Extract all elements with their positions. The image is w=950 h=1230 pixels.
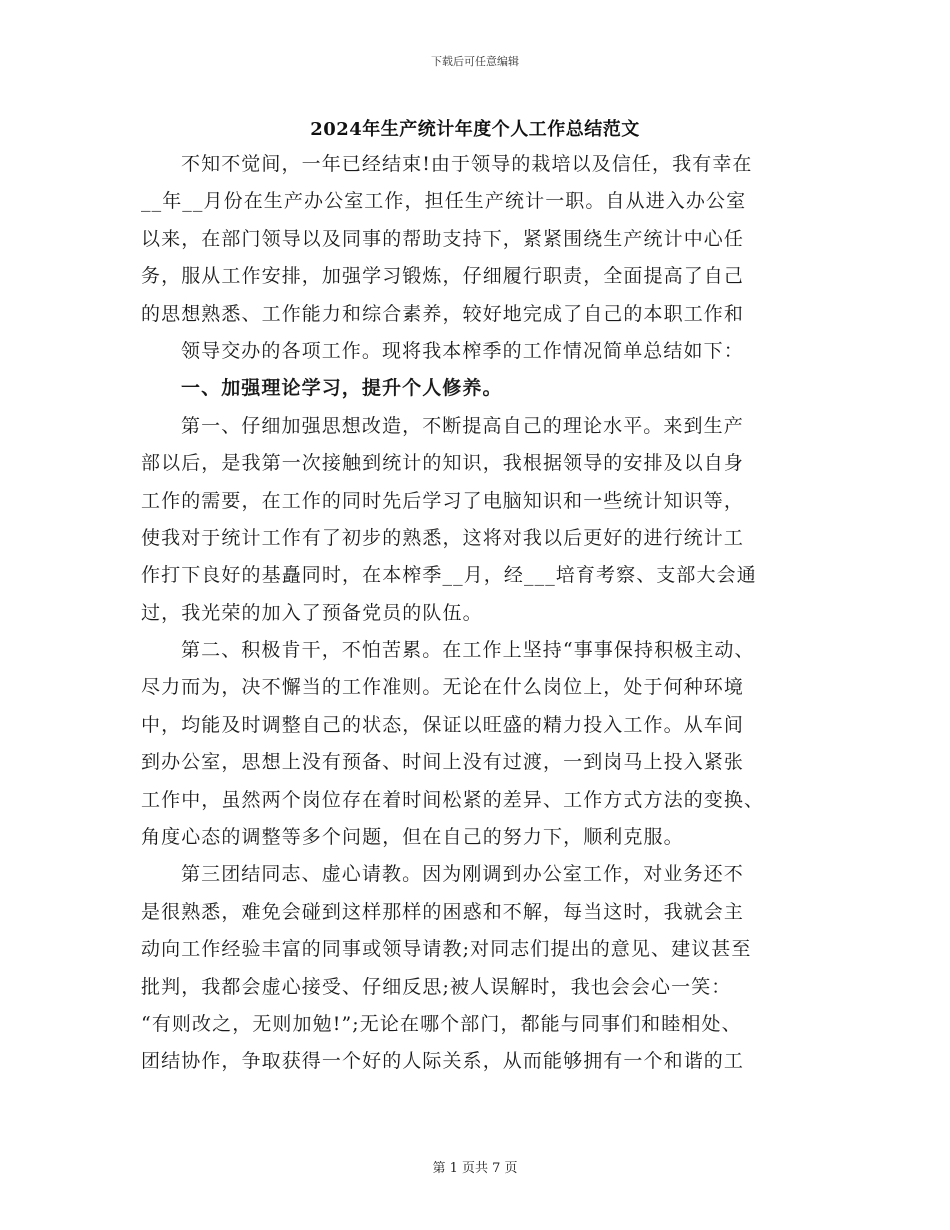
body-line: 领导交办的各项工作。现将我本榨季的工作情况简单总结如下：	[181, 339, 744, 362]
body-line: 务，服从工作安排，加强学习锻炼，仔细履行职责，全面提高了自己	[141, 265, 745, 288]
body-line: 以来，在部门领导以及同事的帮助支持下，紧紧围绕生产统计中心任	[141, 227, 745, 250]
document-title: 2024年生产统计年度个人工作总结范文	[310, 119, 640, 140]
body-line: 角度心态的调整等多个问题，但在自己的努力下，顺利克服。	[141, 826, 684, 849]
body-line: 动向工作经验丰富的同事或领导请教;对同志们提出的意见、建议甚至	[141, 938, 752, 961]
body-line: 不知不觉间，一年已经结束!由于领导的栽培以及信任，我有幸在	[181, 153, 753, 175]
body-line: 部以后，是我第一次接触到统计的知识，我根据领导的安排及以自身	[141, 452, 745, 475]
body-line: 中，均能及时调整自己的状态，保证以旺盛的精力投入工作。从车间	[141, 713, 745, 736]
body-line: 批判，我都会虚心接受、仔细反思;被人误解时，我也会会心一笑：	[141, 975, 732, 998]
body-line: 作打下良好的基矗同时，在本榨季__月，经___培育考察、支部大会通	[141, 564, 757, 587]
document-body	[141, 146, 811, 1081]
body-line: 工作中，虽然两个岗位存在着时间松紧的差异、工作方式方法的变换、	[141, 788, 765, 811]
body-line: 第三团结同志、虚心请教。因为刚调到办公室工作，对业务还不	[181, 863, 744, 886]
body-line: 尽力而为，决不懈当的工作准则。无论在什么岗位上，处于何种环境	[141, 676, 745, 699]
body-line: 过，我光荣的加入了预备党员的队伍。	[141, 601, 483, 624]
body-line: 团结协作，争取获得一个好的人际关系，从而能够拥有一个和谐的工	[141, 1050, 745, 1073]
header-note: 下载后可任意编辑	[431, 55, 519, 68]
body-line: 第二、积极肯干，不怕苦累。在工作上坚持“事事保持积极主动、	[181, 639, 755, 662]
body-line: 是很熟悉，难免会碰到这样那样的困惑和不解，每当这时，我就会主	[141, 900, 745, 923]
body-line: 第一、仔细加强思想改造，不断提高自己的理论水平。来到生产	[181, 414, 744, 437]
body-line: 使我对于统计工作有了初步的熟悉，这将对我以后更好的进行统计工	[141, 526, 745, 549]
body-line: __年__月份在生产办公室工作，担任生产统计一职。自从进入办公室	[141, 190, 747, 213]
page-footer: 第 1 页共 7 页	[432, 1161, 518, 1176]
body-line: 到办公室，思想上没有预备、时间上没有过渡，一到岗马上投入紧张	[141, 751, 745, 774]
body-line: “有则改之，无则加勉!”;无论在哪个部门，都能与同事们和睦相处、	[141, 1012, 742, 1035]
body-line: 的思想熟悉、工作能力和综合素养，较好地完成了自己的本职工作和	[141, 302, 745, 325]
body-line: 工作的需要，在工作的同时先后学习了电脑知识和一些统计知识等，	[141, 489, 745, 512]
section-heading: 一、加强理论学习，提升个人修养。	[181, 377, 503, 400]
